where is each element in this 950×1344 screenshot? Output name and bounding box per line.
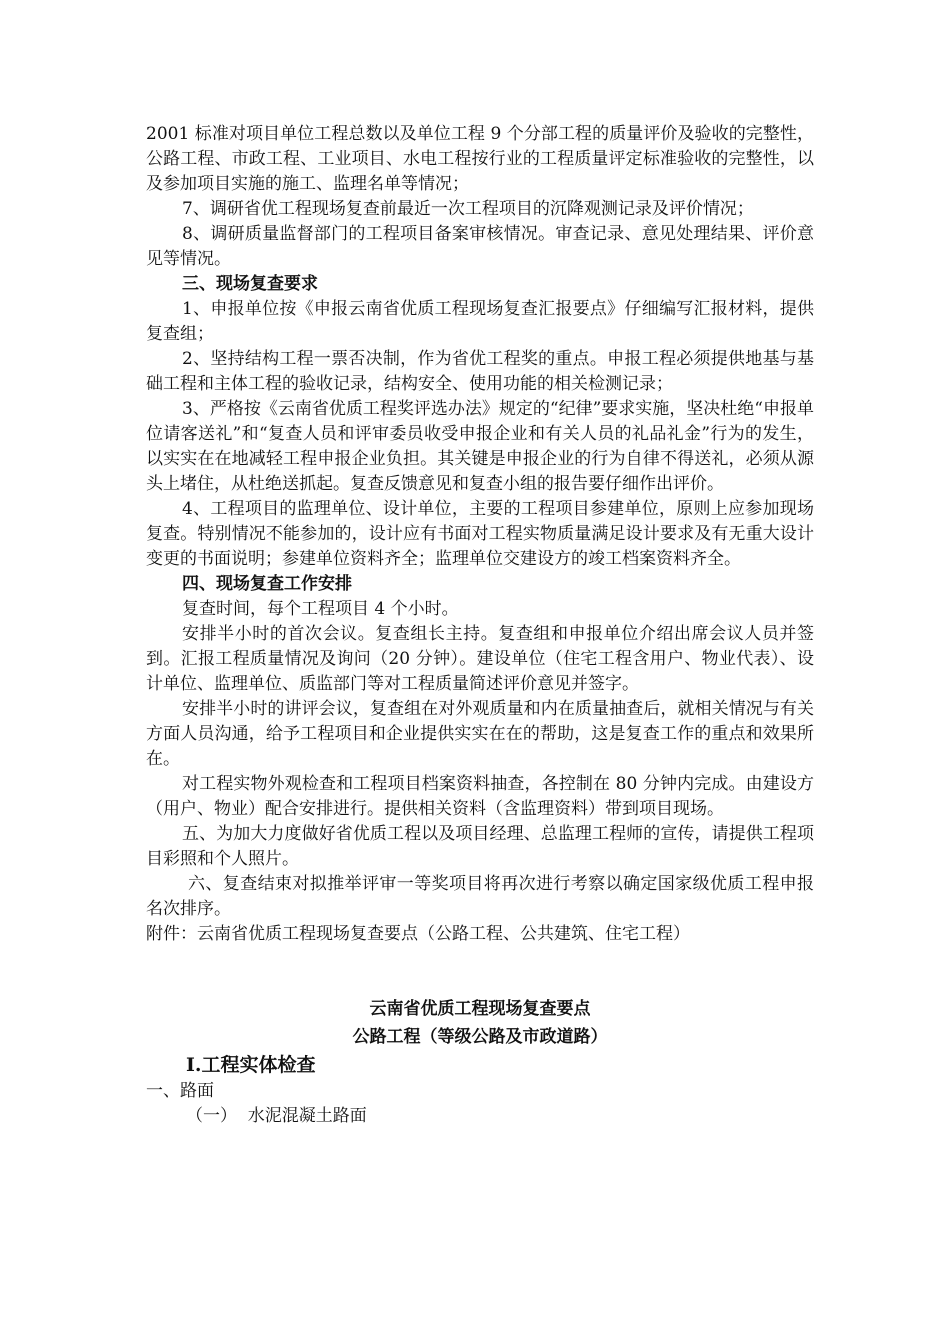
paragraph-item-8: 8、调研质量监督部门的工程项目备案审核情况。审查记录、意见处理结果、评价意见等情况。	[146, 224, 814, 269]
section-heading-3: 三、现场复查要求	[182, 274, 318, 294]
appendix-subtitle: 公路工程（等级公路及市政道路）	[352, 1027, 608, 1047]
section3-item-1: 1、申报单位按《申报云南省优质工程现场复查汇报要点》仔细编写汇报材料，提供复查组；	[146, 299, 814, 344]
appendix-part-heading: Ⅰ.工程实体检查	[186, 1054, 316, 1076]
section4-item-4: 对工程实物外观检查和工程项目档案资料抽查，各控制在 80 分钟内完成。由建设方（用户、物业）配合安排进行。提供相关资料（含监理资料）带到项目现场。	[146, 774, 814, 819]
section4-item-3: 安排半小时的讲评会议，复查组在对外观质量和内在质量抽查后，就相关情况与有关方面人员沟通，给予工程项目和企业提供实实在在的帮助，这是复查工作的重点和效果所在。	[146, 699, 814, 769]
appendix-level1-heading: 一、路面	[146, 1081, 214, 1101]
section-heading-4: 四、现场复查工作安排	[182, 574, 352, 594]
document-page	[146, 122, 814, 1129]
paragraph-item-7: 7、调研省优工程现场复查前最近一次工程项目的沉降观测记录及评价情况；	[182, 199, 754, 219]
section5-paragraph: 五、为加大力度做好省优质工程以及项目经理、总监理工程师的宣传，请提供工程项目彩照和个人照片。	[146, 824, 814, 869]
section3-item-3: 3、严格按《云南省优质工程奖评选办法》规定的“纪律”要求实施，坚决杜绝“申报单位请客送礼”和“复查人员和评审委员收受申报企业和有关人员的礼品礼金”行为的发生，以实实在在地减轻工程申报企业负担。其关键是申报企业的行为自律不得送礼，必须从源头上堵住，从杜绝送抓起。复查反馈意见和复查小组的报告要仔细作出评价。	[146, 399, 814, 494]
section4-item-2: 安排半小时的首次会议。复查组长主持。复查组和申报单位介绍出席会议人员并签到。汇报工程质量情况及询问（20 分钟）。建设单位（住宅工程含用户、物业代表）、设计单位、监理单位、质监部门等对工程质量简述评价意见并签字。	[146, 624, 814, 694]
section6-paragraph: 六、复查结束对拟推举评审一等奖项目将再次进行考察以确定国家级优质工程申报名次排序。	[146, 874, 814, 919]
appendix-title: 云南省优质工程现场复查要点	[369, 999, 591, 1019]
appendix-level2-heading: （一） 水泥混凝土路面	[186, 1106, 367, 1126]
section4-item-1: 复查时间，每个工程项目 4 个小时。	[182, 599, 459, 619]
paragraph-continuation: 2001 标准对项目单位工程总数以及单位工程 9 个分部工程的质量评价及验收的完整性，公路工程、市政工程、工业项目、水电工程按行业的工程质量评定标准验收的完整性，以及参加项目实施的施工、监理名单等情况；	[146, 124, 814, 194]
section3-item-2: 2、坚持结构工程一票否决制，作为省优工程奖的重点。申报工程必须提供地基与基础工程和主体工程的验收记录，结构安全、使用功能的相关检测记录；	[146, 349, 814, 394]
section3-item-4: 4、工程项目的监理单位、设计单位，主要的工程项目参建单位，原则上应参加现场复查。特别情况不能参加的，设计应有书面对工程实物质量满足设计要求及有无重大设计变更的书面说明；参建单位资料齐全；监理单位交建设方的竣工档案资料齐全。	[146, 499, 814, 569]
spacer	[146, 947, 814, 995]
attachment-note: 附件：云南省优质工程现场复查要点（公路工程、公共建筑、住宅工程）	[146, 924, 690, 944]
